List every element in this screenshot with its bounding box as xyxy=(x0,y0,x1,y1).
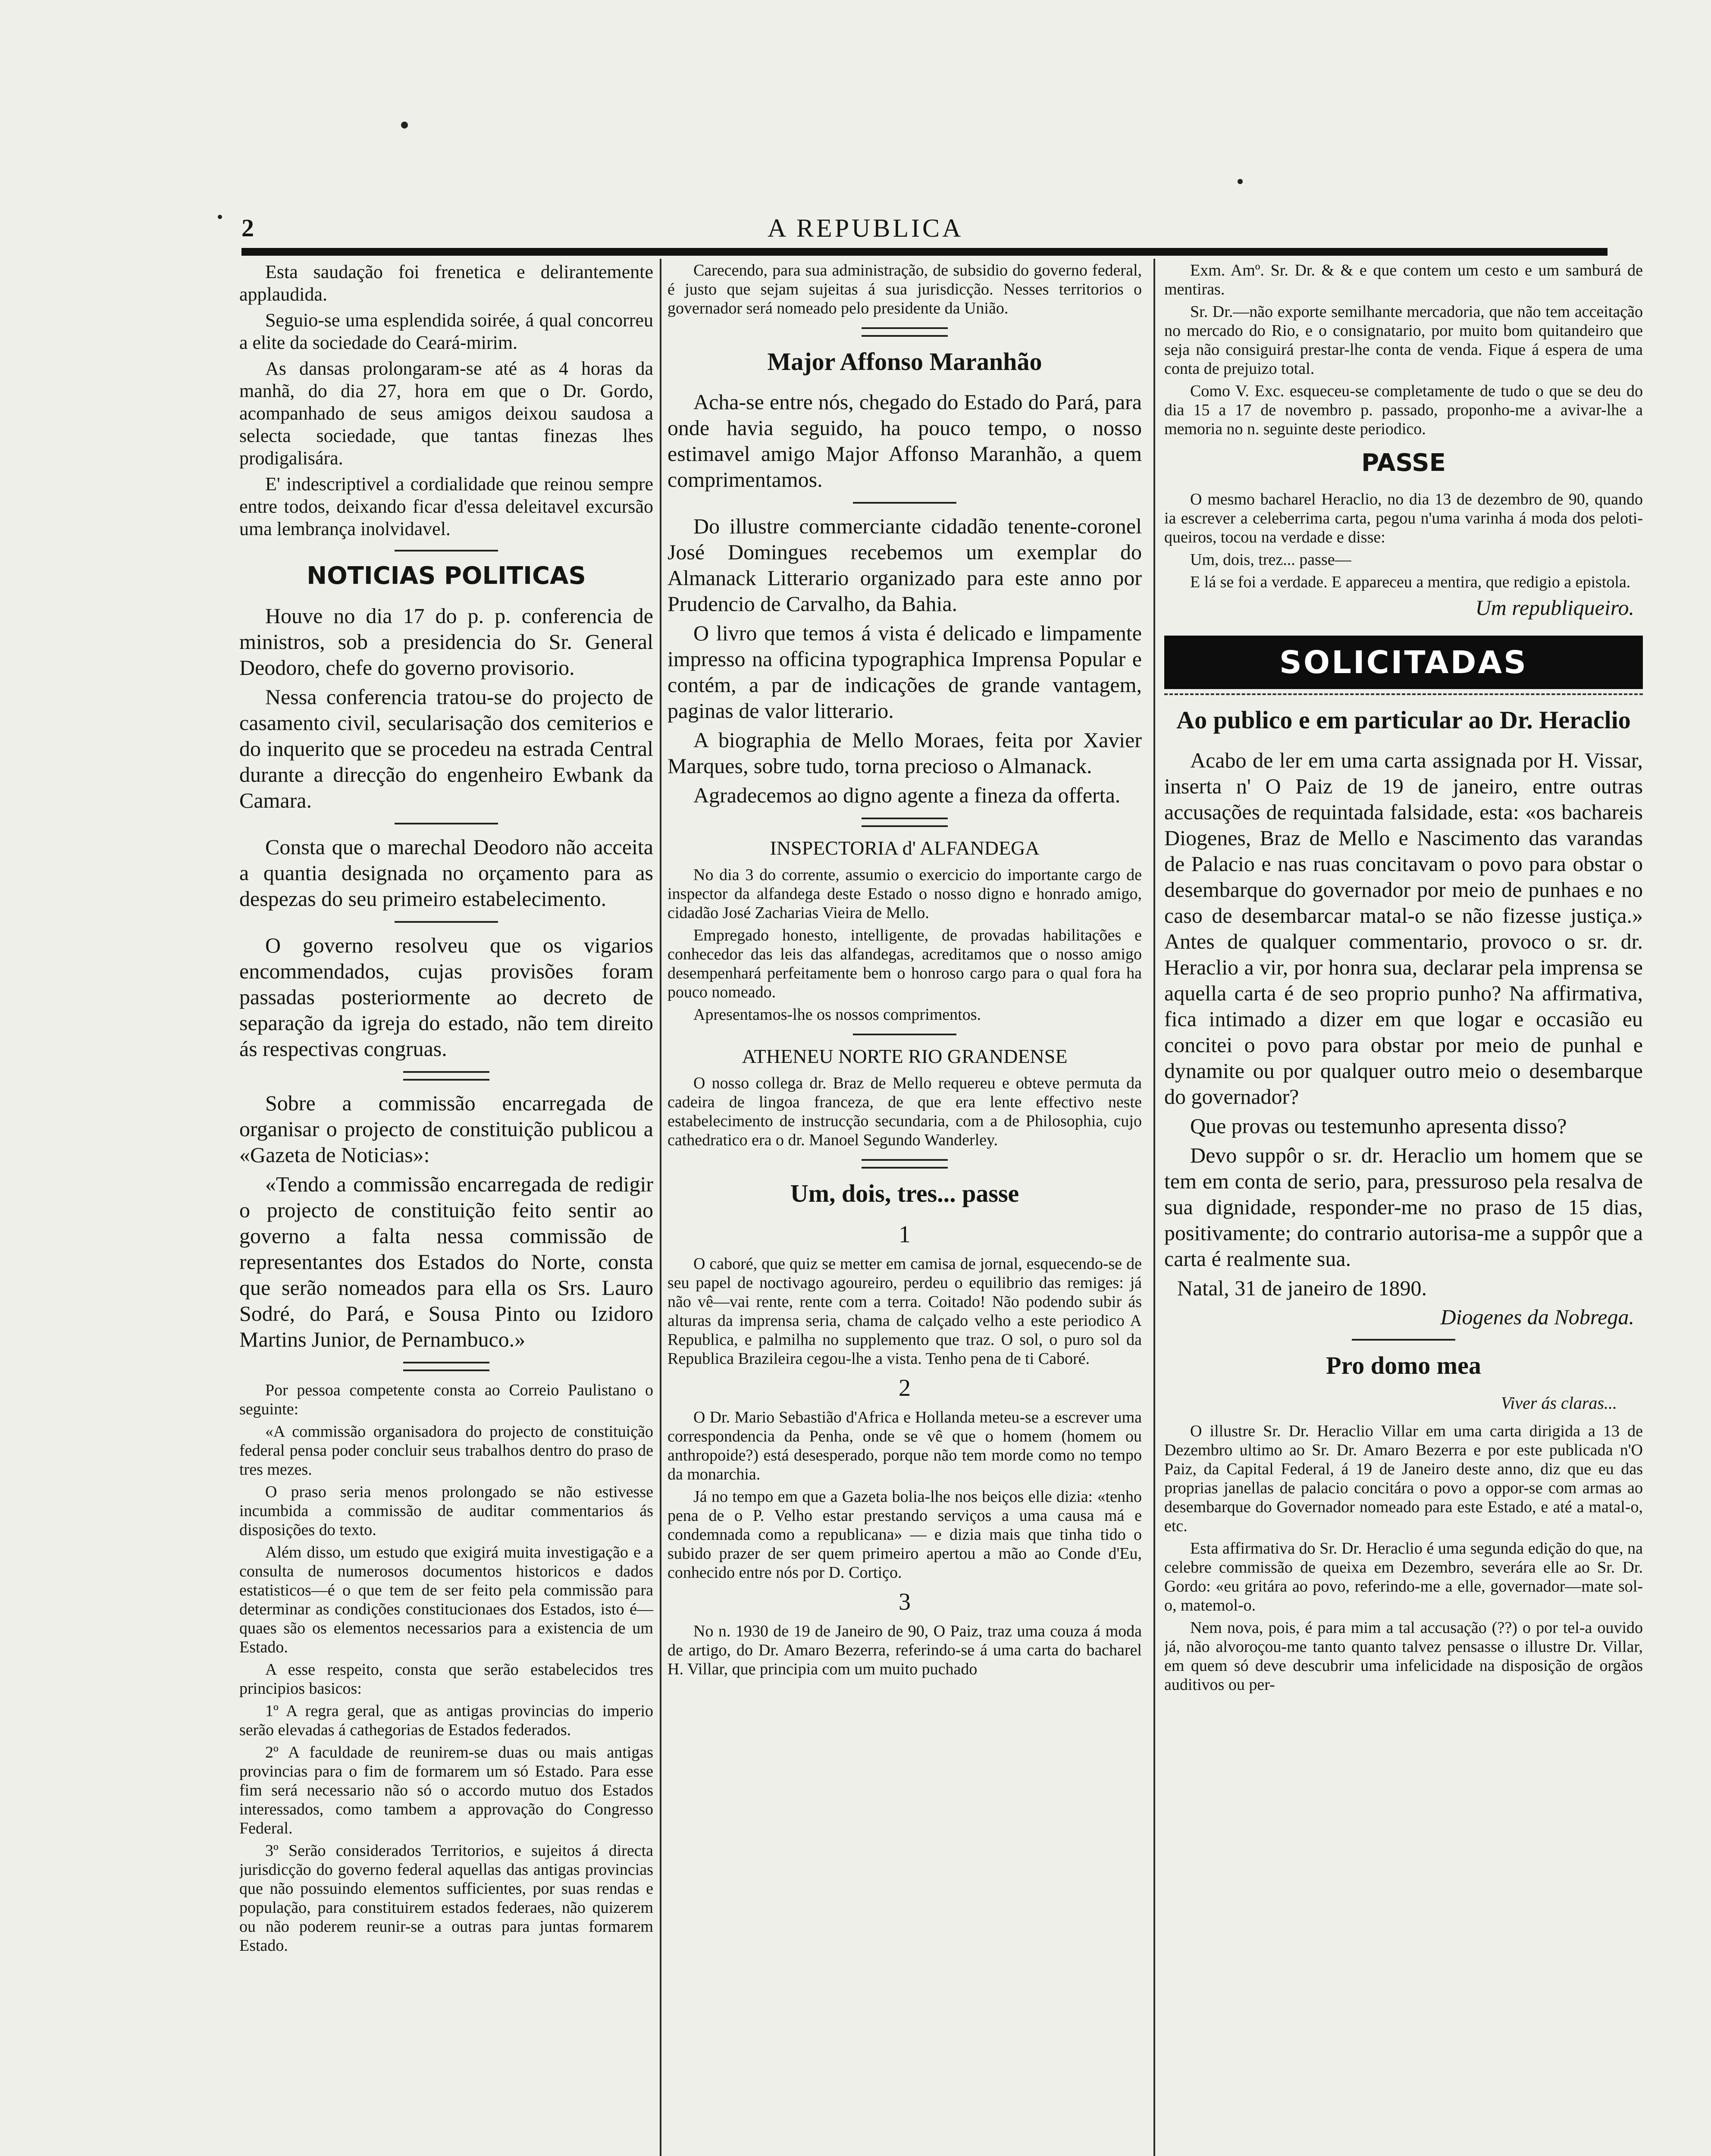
section-number: 3 xyxy=(899,1589,911,1615)
column-rule xyxy=(660,259,661,2156)
ornament-divider xyxy=(862,1159,948,1169)
paragraph: O praso seria menos prolongado se não estivesse incumbida a commissão de auditar commentarios ás disposições do texto. xyxy=(239,1483,653,1539)
paragraph: Apresentamos-lhe os nossos comprimentos. xyxy=(693,1006,981,1024)
signature: Um republiqueiro. xyxy=(1475,595,1634,620)
signature: Diogenes da Nobrega. xyxy=(1440,1305,1634,1329)
paragraph: Esta affirmativa do Sr. Dr. Heraclio é uma segunda edição do que, na celebre commissão de queixa em Dezembro, severára elle ao Sr. Dr. Gordo: «eu gritára ao povo, referindo-me a elle, governador—mate sol-o, matemol-o. xyxy=(1164,1539,1643,1614)
section-heading: ATHENEU NORTE RIO GRANDENSE xyxy=(742,1045,1068,1067)
paragraph: O livro que temos á vista é delicado e limpamente impresso na officina typographica Imprensa Popular e contém, a par de indicações de grande vantagem, paginas de valor litterario. xyxy=(667,621,1142,723)
scan-speck xyxy=(218,215,222,219)
column-3 xyxy=(1164,261,1643,2156)
paragraph: Agradecemos ao digno agente a fineza da offerta. xyxy=(693,783,1121,807)
ornament-divider xyxy=(403,1362,489,1371)
paragraph: Exm. Amº. Sr. Dr. & & e que contem um cesto e um samburá de mentiras. xyxy=(1164,261,1643,298)
section-heading: Ao publico e em particular ao Dr. Heraclio xyxy=(1176,706,1631,734)
paragraph: Acha-se entre nós, chegado do Estado do Pará, para onde havia seguido, ha pouco tempo, o nosso estimavel amigo Major Affonso Maranhão, a quem comprimentamos. xyxy=(667,390,1142,492)
section-rule xyxy=(1352,1339,1455,1341)
paragraph: Além disso, um estudo que exigirá muita investigação e a consulta de numerosos documentos historicos e dados estatisticos—é o que tem de ser feito pela commissão para determinar as condições constitucionaes dos Estados, isto é—quaes são os elementos necessarios para a existencia de um Estado. xyxy=(239,1543,653,1656)
epigraph: Viver ás claras... xyxy=(1501,1393,1617,1413)
paragraph: O mesmo bacharel Heraclio, no dia 13 de dezembro de 90, quando ia escrever a celeberrima carta, pegou n'uma varinha á moda dos peloti-queiros, tocou na verdade e disse: xyxy=(1164,490,1643,546)
paragraph: «A commissão organisadora do projecto de constituição federal pensa poder concluir seus trabalhos dentro do praso de tres mezes. xyxy=(239,1423,653,1479)
paragraph: Acabo de ler em uma carta assignada por H. Vissar, inserta n' O Paiz de 19 de janeiro, entre outras accusações de requintada falsidade, esta: «os bachareis Diogenes, Braz de Mello e Nascimento das varandas de Palacio e nas ruas concitavam o povo para obstar o desembarque do governador por meio de punhaes e no caso de desembarcar matal-o se não fizesse justiça.» Antes de qualquer commentario, provoco o sr. dr. Heraclio a vir, por honra sua, declarar pela imprensa se aquella carta é de seo proprio punho? Na affirmativa, fica intimado a dizer em que logar e occasião eu concitei o povo para obstar por meio de punhal e dynamite ou por qualquer outro meio o desembarque do governador? xyxy=(1164,748,1643,1109)
paragraph: Sr. Dr.—não exporte semilhante mercadoria, que não tem acceitação no mercado do Rio, e o consignatario, por muito bom quitandeiro que seja não consiguirá prestar-lhe conta de venda. Fique á espera de uma conta de prejuizo total. xyxy=(1164,303,1643,378)
section-rule xyxy=(395,921,498,923)
scan-speck xyxy=(1238,179,1243,184)
paragraph: No n. 1930 de 19 de Janeiro de 90, O Paiz, traz uma couza á moda de artigo, do Dr. Amaro Bezerra, referindo-se á uma carta do bacharel H. Villar, que principia com um muito puchado xyxy=(667,1622,1142,1678)
dashed-rule xyxy=(1164,693,1643,695)
paragraph: O governo resolveu que os vigarios encommendados, cujas provisões foram passadas posteriormente ao decreto de separação da igreja do estado, não tem direito ás respectivas congruas. xyxy=(239,933,653,1061)
paragraph: Nem nova, pois, é para mim a tal accusação (??) o por tel-a ouvido já, não alvoroçou-me tanto quanto talvez pensasse o illustre Dr. Villar, em quem só deve descubrir uma infelicidade na disposição de orgãos auditivos ou per- xyxy=(1164,1619,1643,1694)
paragraph: No dia 3 do corrente, assumio o exercicio do importante cargo de inspector da alfandega deste Estado o nosso digno e honrado amigo, cidadão José Zacharias Vieira de Mello. xyxy=(667,866,1142,922)
section-rule xyxy=(395,823,498,824)
column-1 xyxy=(239,261,653,2156)
column-2 xyxy=(667,261,1142,2156)
paragraph: Sobre a commissão encarregada de organisar o projecto de constituição publicou a «Gazeta de Noticias»: xyxy=(239,1091,653,1167)
paragraph: Do illustre commerciante cidadão tenente-coronel José Domingues recebemos um exemplar do Almanack Litterario organizado para este anno por Prudencio de Carvalho, da Bahia. xyxy=(667,514,1142,616)
paragraph: O illustre Sr. Dr. Heraclio Villar em uma carta dirigida a 13 de Dezembro ultimo ao Sr. Dr. Amaro Bezerra e por este publicada n'O Paiz, da Capital Federal, á 19 de Janeiro deste anno, diz que eu das proprias janellas de palacio concitára o povo a oppor-se com armas ao desembarque do Governador nomeado para este Estado, e até a matal-o, etc. xyxy=(1164,1422,1643,1535)
paragraph: Que provas ou testemunho apresenta disso? xyxy=(1190,1114,1567,1138)
section-rule xyxy=(853,1034,956,1035)
paragraph: A biographia de Mello Moraes, feita por Xavier Marques, sobre tudo, torna precioso o Almanack. xyxy=(667,728,1142,778)
paragraph: Por pessoa competente consta ao Correio Paulistano o seguinte: xyxy=(239,1381,653,1418)
section-heading: Um, dois, tres... passe xyxy=(790,1179,1019,1207)
paragraph: Consta que o marechal Deodoro não acceita a quantia designada no orçamento para as despezas do seu primeiro estabelecimento. xyxy=(239,835,653,911)
paragraph: A esse respeito, consta que serão estabelecidos tres principios basicos: xyxy=(239,1661,653,1698)
paragraph: Um, dois, trez... passe— xyxy=(1190,551,1351,569)
section-rule xyxy=(853,502,956,504)
section-heading: INSPECTORIA d' ALFANDEGA xyxy=(770,837,1040,859)
paragraph: E lá se foi a verdade. E appareceu a mentira, que redigio a epistola. xyxy=(1190,573,1631,591)
paragraph: Como V. Exc. esqueceu-se completamente de tudo o que se deu do dia 15 a 17 de novembro p. passado, proponho-me a avivar-lhe a memoria no n. seguinte deste periodico. xyxy=(1164,382,1643,438)
paragraph: O caboré, que quiz se metter em camisa de jornal, esquecendo-se de seu papel de noctivago agoureiro, perdeu o equilibrio das remiges: já não vê—vai rente, rente com a terra. Coitado! Não podendo subir ás alturas da imprensa seria, chama de calçado velho a este periodico A Republica, e palmilha no supplemento que traz. O sol, o puro sol da Republica Brazileira cegou-lhe a vista. Tenho pena de ti Caboré. xyxy=(667,1255,1142,1368)
paragraph: Carecendo, para sua administração, de subsidio do governo federal, é justo que sejam sujeitas á sua jurisdicção. Nesses territorios o governador será nomeado pelo presidente da União. xyxy=(667,261,1142,317)
paragraph: 3º Serão considerados Territorios, e sujeitos á directa jurisdicção do governo federal aquellas das antigas provincias que não possuindo elementos sufficientes, por suas rendas e população, para constituirem estados federaes, não quizerem ou não poderem reunir-se a outras para juntas formarem Estado. xyxy=(239,1842,653,1955)
paragraph: Seguio-se uma esplendida soirée, á qual concorreu a elite da sociedade do Ceará-mirim. xyxy=(239,310,653,353)
section-rule xyxy=(395,550,498,552)
paragraph: Houve no dia 17 do p. p. conferencia de ministros, sob a presidencia do Sr. General Deodoro, chefe do governo provisorio. xyxy=(239,604,653,680)
page-number: 2 xyxy=(241,214,254,242)
paragraph: As dansas prolongaram-se até as 4 horas da manhã, do dia 27, hora em que o Dr. Gordo, acompanhado de seus amigos deixou saudosa a selecta sociedade, que tantas finezas lhes prodigalisára. xyxy=(239,358,653,469)
paragraph: Devo suppôr o sr. dr. Heraclio um homem que se tem em conta de serio, para, pressuroso pela resalva de sua dignidade, responder-me no praso de 15 dias, positivamente; do contrario autorisa-me a suppôr que a carta é realmente sua. xyxy=(1164,1143,1643,1271)
masthead: A REPUBLICA xyxy=(768,214,964,242)
section-number: 1 xyxy=(899,1221,911,1248)
scan-speck xyxy=(401,122,408,128)
section-heading: PASSE xyxy=(1361,449,1446,477)
solicitadas-banner: SOLICITADAS xyxy=(1164,636,1643,689)
section-heading: Major Affonso Maranhão xyxy=(767,348,1042,376)
section-heading: NOTICIAS POLITICAS xyxy=(307,562,586,590)
paragraph: O nosso collega dr. Braz de Mello requereu e obteve permuta da cadeira de lingoa franceza, de que era lente effectivo neste estabelecimento de instrucção secundaria, com a de Philosophia, cujo cathedratico era o dr. Manoel Segundo Wanderley. xyxy=(667,1074,1142,1149)
paragraph: Empregado honesto, intelligente, de provadas habilitações e conhecedor das leis das alfandegas, acreditamos que o nosso amigo desempenhará perfeitamente bem o honroso cargo para o qual fora ha pouco nomeado. xyxy=(667,926,1142,1001)
paragraph: «Tendo a commissão encarregada de redigir o projecto de constituição feito sentir ao governo a falta nessa commissão de representantes dos Estados do Norte, consta que serão nomeados para ella os Srs. Lauro Sodré, do Pará, e Sousa Pinto ou Izidoro Martins Junior, de Pernambuco.» xyxy=(239,1172,653,1351)
paragraph: 1º A regra geral, que as antigas provincias do imperio serão elevadas á cathegorias de Estados federados. xyxy=(239,1702,653,1739)
paragraph: Nessa conferencia tratou-se do projecto de casamento civil, secularisação dos cemiterios e do inquerito que se procedeu na estrada Central durante a direcção do engenheiro Ewbank da Camara. xyxy=(239,685,653,812)
ornament-divider xyxy=(862,327,948,337)
section-number: 2 xyxy=(899,1375,911,1401)
header-rule xyxy=(241,248,1608,256)
ornament-divider xyxy=(403,1071,489,1081)
paragraph: 2º A faculdade de reunirem-se duas ou mais antigas provincias para o fim de formarem um só Estado. Para esse fim será necessario não só o accordo mutuo dos Estados interessados, como tambem a approvação do Congresso Federal. xyxy=(239,1743,653,1837)
paragraph: Já no tempo em que a Gazeta bolia-lhe nos beiços elle dizia: «tenho pena de o P. Velho estar prestando serviços a uma causa má e condemnada como a republicana» — e dizia mais que tinha tido o subido prazer de ser quem primeiro apertou a mão ao Conde d'Eu, conhecido entre nós por D. Cortiço. xyxy=(667,1488,1142,1582)
paragraph: O Dr. Mario Sebastião d'Africa e Hollanda meteu-se a escrever uma correspondencia da Penha, onde se vê que o homem (homem ou anthropoide?) está desesperado, porque não tem morde como no tempo da monarchia. xyxy=(667,1408,1142,1483)
section-heading: Pro domo mea xyxy=(1326,1351,1481,1379)
column-rule xyxy=(1153,259,1155,2156)
paragraph: Esta saudação foi frenetica e delirantemente applaudida. xyxy=(239,261,653,305)
paragraph: E' indescriptivel a cordialidade que reinou sempre entre todos, deixando ficar d'essa deleitavel excursão uma lembrança inolvidavel. xyxy=(239,473,653,539)
ornament-divider xyxy=(862,818,948,827)
date-line: Natal, 31 de janeiro de 1890. xyxy=(1177,1276,1427,1300)
